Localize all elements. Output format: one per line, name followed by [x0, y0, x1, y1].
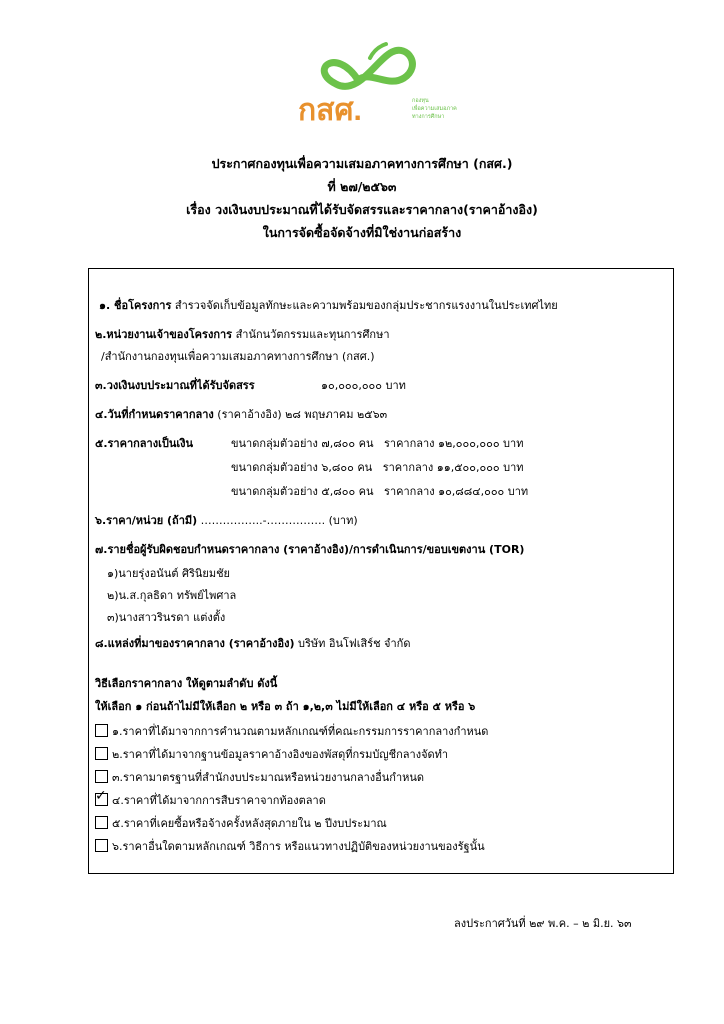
- option-checkbox-checked[interactable]: [95, 788, 108, 806]
- option-checkbox[interactable]: [95, 839, 108, 852]
- check-mark-icon: ✓: [95, 788, 107, 804]
- logo-abbreviation: กสศ.: [298, 94, 362, 127]
- date-value: (ราคาอ้างอิง) ๒๘ พฤษภาคม ๒๕๖๓: [217, 408, 388, 421]
- agency-row: [95, 328, 390, 342]
- kss-logo-graphic: [296, 40, 466, 130]
- agency-value-2: /สำนักงานกองทุนเพื่อความเสมอภาคทางการศึกษา (กสศ.): [101, 350, 375, 363]
- project-value: สำรวจจัดเก็บข้อมูลทักษะและความพร้อมของกลุ่มประชากรแรงงานในประเทศไทย: [174, 299, 558, 312]
- source-value: บริษัท อินโฟเสิร์ช จำกัด: [298, 637, 411, 650]
- budget-label: ๓.วงเงินงบประมาณที่ได้รับจัดสรร: [95, 379, 255, 392]
- announcement-subject-2: ในการจัดซื้อจัดจ้างที่มิใช่งานก่อสร้าง: [262, 225, 462, 240]
- option-label: ๕.ราคาที่เคยซื้อหรือจ้างครั้งหลังสุดภายใน ๒ ปีงบประมาณ: [112, 817, 387, 830]
- method-option: [95, 839, 485, 854]
- logo-tagline-1: กองทุน: [412, 98, 429, 104]
- option-label: ๒.ราคาที่ได้มาจากฐานข้อมูลราคาอ้างอิงของพัสดุที่กรมบัญชีกลางจัดทำ: [112, 748, 449, 761]
- option-label: ๑.ราคาที่ได้มาจากการคำนวณตามหลักเกณฑ์ที่คณะกรรมการราคากลางกำหนด: [112, 725, 489, 738]
- median-price-item: [231, 461, 524, 475]
- unit-price-label: ๖.ราคา/หน่วย (ถ้ามี): [95, 514, 198, 527]
- median-sample-1: ขนาดกลุ่มตัวอย่าง ๗,๘๐๐ คน: [231, 437, 374, 450]
- budget-value: ๑๐,๐๐๐,๐๐๐ บาท: [321, 379, 406, 392]
- method-option: [95, 724, 488, 739]
- agency-value: สำนักนวัตกรรมและทุนการศึกษา: [235, 328, 390, 341]
- committee-member: ๒)น.ส.กุลธิดา ทรัพย์ไพศาล: [107, 589, 237, 602]
- committee-member: ๓)นางสาวรินรดา แต่งตั้ง: [107, 611, 226, 624]
- committee-label: ๗.รายชื่อผู้รับผิดชอบกำหนดราคากลาง (ราคาอ้างอิง)/การดำเนินการ/ขอบเขตงาน (TOR): [95, 543, 525, 556]
- method-option: [95, 770, 424, 785]
- median-price-2: ราคากลาง ๑๑,๕๐๐,๐๐๐ บาท: [382, 461, 524, 474]
- project-label: ๑. ชื่อโครงการ: [99, 299, 172, 312]
- method-option: [95, 788, 326, 808]
- option-checkbox[interactable]: [95, 747, 108, 760]
- unit-price-value: ……………..-……………. (บาท): [200, 514, 358, 527]
- agency-label: ๒.หน่วยงานเจ้าของโครงการ: [95, 328, 233, 341]
- method-option: [95, 816, 387, 831]
- date-row: [95, 408, 387, 422]
- median-sample-3: ขนาดกลุ่มตัวอย่าง ๕,๘๐๐ คน: [231, 485, 374, 498]
- median-price-label: ๕.ราคากลางเป็นเงิน: [95, 437, 193, 450]
- announcement-subject: เรื่อง วงเงินงบประมาณที่ได้รับจัดสรรและราคากลาง(ราคาอ้างอิง): [186, 202, 538, 217]
- source-label: ๘.แหล่งที่มาของราคากลาง (ราคาอ้างอิง): [95, 637, 295, 650]
- announcement-number: ที่ ๒๗/๒๕๖๓: [327, 179, 397, 194]
- option-checkbox[interactable]: [95, 724, 108, 737]
- source-row: [95, 637, 410, 651]
- option-checkbox[interactable]: [95, 816, 108, 829]
- option-label: ๖.ราคาอื่นใดตามหลักเกณฑ์ วิธีการ หรือแนวทางปฏิบัติของหน่วยงานของรัฐนั้น: [112, 840, 485, 853]
- date-label: ๔.วันที่กำหนดราคากลาง: [95, 408, 214, 421]
- median-price-item: [231, 485, 528, 499]
- median-sample-2: ขนาดกลุ่มตัวอย่าง ๖,๘๐๐ คน: [231, 461, 373, 474]
- kss-logo: [296, 40, 466, 130]
- details-box: [88, 268, 674, 874]
- logo-tagline-3: ทางการศึกษา: [412, 114, 445, 120]
- median-price-1: ราคากลาง ๑๒,๐๐๐,๐๐๐ บาท: [383, 437, 524, 450]
- logo-tagline-2: เพื่อความเสมอภาค: [412, 106, 457, 112]
- budget-row: [95, 379, 255, 393]
- project-row: [99, 299, 558, 313]
- method-instruction: ให้เลือก ๑ ก่อนถ้าไม่มีให้เลือก ๒ หรือ ๓ ถ้า ๑,๒,๓ ไม่มีให้เลือก ๔ หรือ ๕ หรือ ๖: [95, 700, 476, 713]
- announcement-title: ประกาศกองทุนเพื่อความเสมอภาคทางการศึกษา (กสศ.): [211, 156, 513, 171]
- median-price-item: [231, 437, 523, 451]
- option-label: ๓.ราคามาตรฐานที่สำนักงบประมาณหรือหน่วยงานกลางอื่นกำหนด: [112, 771, 425, 784]
- method-title: วิธีเลือกราคากลาง ให้ดูตามลำดับ ดังนี้: [95, 677, 278, 690]
- unit-price-row: [95, 514, 358, 528]
- option-label: ๔.ราคาที่ได้มาจากการสืบราคาจากท้องตลาด: [112, 794, 326, 807]
- committee-member: ๑)นายรุ่งอนันต์ ศิรินิยมชัย: [107, 567, 230, 580]
- median-price-3: ราคากลาง ๑๐,๘๘๔,๐๐๐ บาท: [384, 485, 529, 498]
- option-checkbox[interactable]: [95, 770, 108, 783]
- method-option: [95, 747, 448, 762]
- announcement-date: ลงประกาศวันที่ ๒๙ พ.ค. – ๒ มิ.ย. ๖๓: [454, 917, 632, 930]
